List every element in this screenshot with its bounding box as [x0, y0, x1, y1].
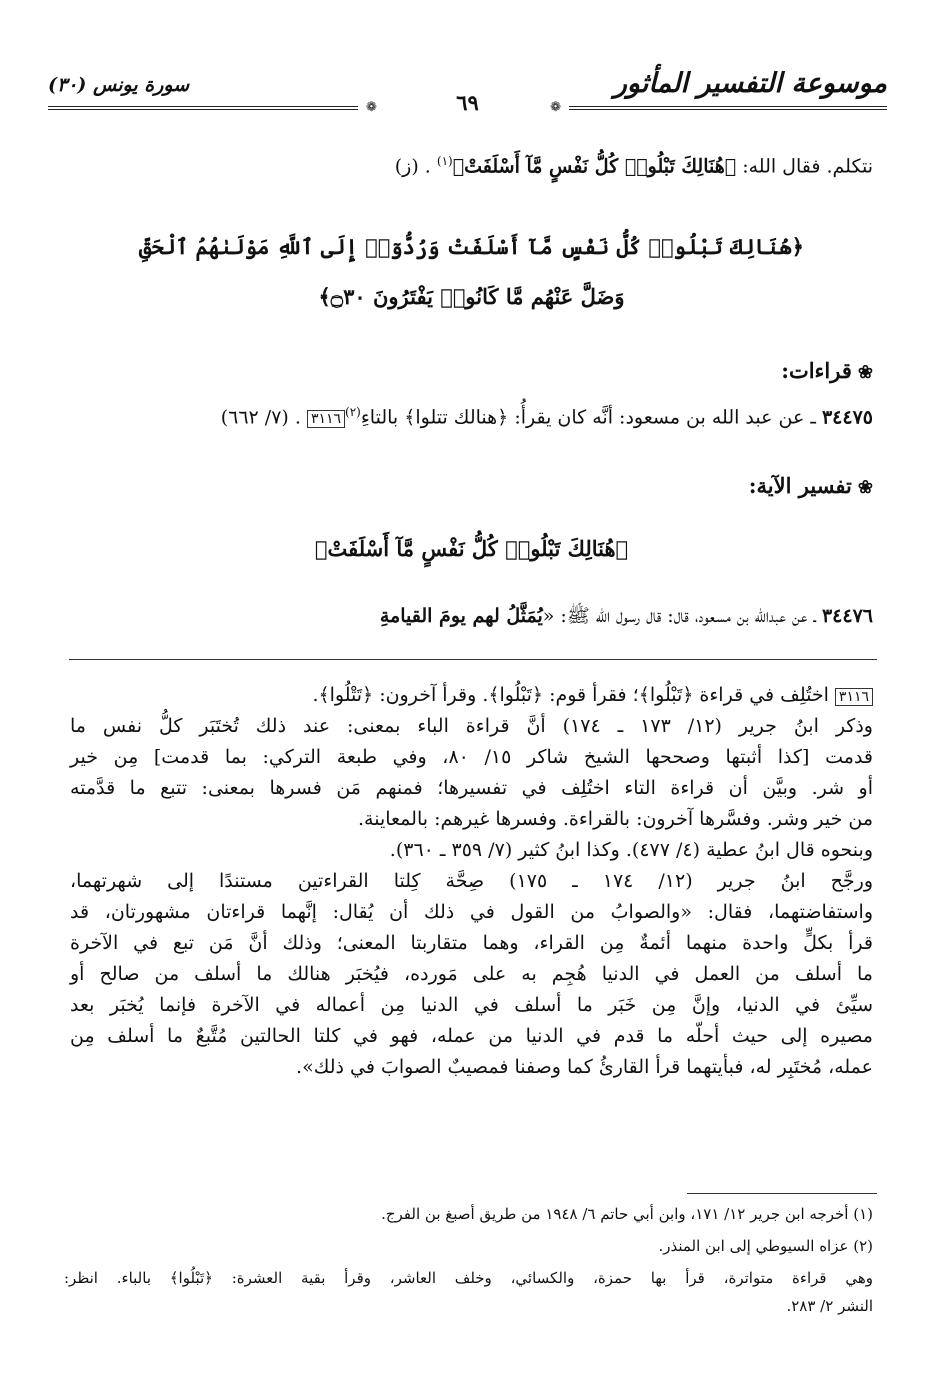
ornament-icon: ❁ [550, 100, 561, 115]
note-ref-box: ٣١١٦ [307, 410, 345, 428]
tafsir-verse: ﴿هُنَالِكَ تَبْلُوا۟ كُلُّ نَفْسٍ مَّآ أَسْلَفَتْ﴾ [314, 536, 629, 561]
note-line: قدمت [كذا أثبتها وصححها الشيخ شاكر ١٥/ ٨٠، وفي طبعة التركي: بما قدمت] مِن خير [70, 746, 873, 768]
tafsir-heading-text: تفسير الآية: [748, 473, 852, 498]
note-line: وبنحوه قال ابنُ عطية (٤/ ٤٧٧). وكذا ابنُ كثير (٧/ ٣٥٩ ـ ٣٦٠). [389, 839, 873, 861]
footnote-1: (١) أخرجه ابن جرير ١٢/ ١٧١، وابن أبي حاتم ٦/ ١٩٤٨ من طريق أصبغ بن الفرج. [381, 1205, 873, 1223]
qiraat-source: . (٧/ ٦٦٢) [220, 406, 301, 429]
note-separator [69, 659, 877, 660]
header-rule-right [569, 106, 887, 110]
qiraat-heading [70, 356, 873, 388]
note-line: أو شر. وبيَّن أن قراءة التاء اختُلِف في تفسيرها؛ فمنهم مَن فسرها بمعنى: تتبع ما قدَّمته [70, 777, 873, 799]
footnote-2: (٢) عزاه السيوطي إلى ابن المنذر. [658, 1237, 873, 1255]
surah-title: سورة يونس (٣٠) [48, 74, 190, 96]
page-header [48, 62, 887, 122]
note-line [70, 680, 873, 710]
footnote-separator [687, 1193, 877, 1194]
note-line: قرأ بكلٍّ واحدة منهما أئمةٌ مِن القراء، وهما متقاربتا المعنى؛ وذلك أنَّ مَن تبع في الآخرة [70, 932, 873, 954]
flower-icon: ❀ [857, 362, 873, 383]
note-line: من خير وشر. وفسَّرها آخرون: بالقراءة. وفسرها غيرهم: بالمعاينة. [357, 808, 873, 830]
tafsir-entry [70, 601, 873, 631]
note-line: وذكر ابنُ جرير (١٢/ ١٧٣ ـ ١٧٤) أنَّ قراءة الباء بمعنى: عند ذلك تُختَبَر كلُّ نفس ما [70, 715, 873, 737]
qiraat-heading-text: قراءات: [781, 358, 852, 383]
tafsir-text: ـ عن عبدالله بن مسعود، قال: قال رسول الله ﷺ: « [542, 605, 816, 627]
intro-verse: ﴿هُنَالِكَ تَبْلُوا۟ كُلُّ نَفْسٍ مَّآ أَسْلَفَتْ﴾ [452, 155, 737, 178]
note-line: ما أسلف من العمل في الدنيا هُجِم به على مَورده، فيُخبَر هنالك ما أسلف من صالح أو [70, 963, 873, 985]
qiraat-text: ـ عن عبد الله بن مسعود: أنَّه كان يقرأُ: ﴿هنالك تتلوا﴾ بالتاءِ [360, 406, 816, 429]
main-verse-line-2: وَضَلَّ عَنْهُم مَّا كَانُوا۟ يَفْتَرُونَ ۝٣٠﴾ [318, 284, 625, 309]
note-box: ٣١١٦ [835, 688, 873, 706]
note-line: سيِّئ في الدنيا، وإنَّ مِن خَبَر ما أسلف في الدنيا مِن أعماله في الآخرة فإنما يُخبَر بعد [70, 994, 873, 1016]
book-title: موسوعة التفسير المأثور [613, 68, 887, 99]
note-line: عمله، مُختَبِر له، فبأيتهما قرأ القارئُ كما وصفنا فمصيبٌ الصوابَ في ذلك». [296, 1056, 873, 1078]
footnote-ref: (١) [436, 154, 453, 168]
note-text: اختُلِف في قراءة ﴿تَبْلُوا﴾؛ فقرأ قوم: ﴿تَبْلُوا﴾. وقرأ آخرون: ﴿تَتْلُوا﴾. [312, 684, 829, 706]
note-line: واستفاضتهما، فقال: «والصوابُ من القول في ذلك أن يُقال: إنَّهما قراءتان مشهورتان، قد [70, 901, 873, 923]
flower-icon: ❀ [857, 477, 873, 498]
qiraat-entry [70, 397, 873, 432]
tafsir-heading [70, 471, 873, 503]
athar-number: ٣٤٤٧٦ [821, 605, 873, 627]
note-line: ورجَّح ابنُ جرير (١٢/ ١٧٤ ـ ١٧٥) صِحَّة كِلتا القراءتين مستندًا إلى شهرتهما، [70, 870, 873, 892]
intro-suffix: . (ز) [394, 155, 431, 178]
tafsir-bold: يُمَثَّلُ لهم يومَ القيامةِ [379, 605, 543, 627]
ornament-icon: ❁ [366, 100, 377, 115]
athar-number: ٣٤٤٧٥ [821, 406, 873, 429]
note-line: مصيره إلى حيث أحلّه ما قدم في الدنيا من عمله، فهو في كلتا الحالتين مُتَّبعٌ ما أسلف مِن [70, 1025, 873, 1047]
header-rule-left [48, 106, 358, 110]
footnote-2-end: النشر ٢/ ٢٨٣. [786, 1297, 873, 1315]
intro-prefix: نتكلم. فقال الله: [742, 155, 873, 178]
footnote-ref: (٢) [345, 405, 361, 419]
main-verse-line-1: ﴿هُنَالِكَ تَبْلُوا۟ كُلُّ نَفْسٍ مَّآ أَسْلَفَتْ وَرُدُّوٓا۟ إِلَى ٱللَّهِ مَوْلَىٰهُمُ ٱلْحَقِّ [139, 234, 804, 259]
page-number: ٦٩ [456, 90, 479, 115]
intro-line [70, 146, 873, 181]
footnote-2-continued: وهي قراءة متواترة، قرأ بها حمزة، والكسائي، وخلف العاشر، وقرأ بقية العشرة: ﴿تَبْلُوا﴾ بالباء. انظر: [64, 1269, 873, 1287]
